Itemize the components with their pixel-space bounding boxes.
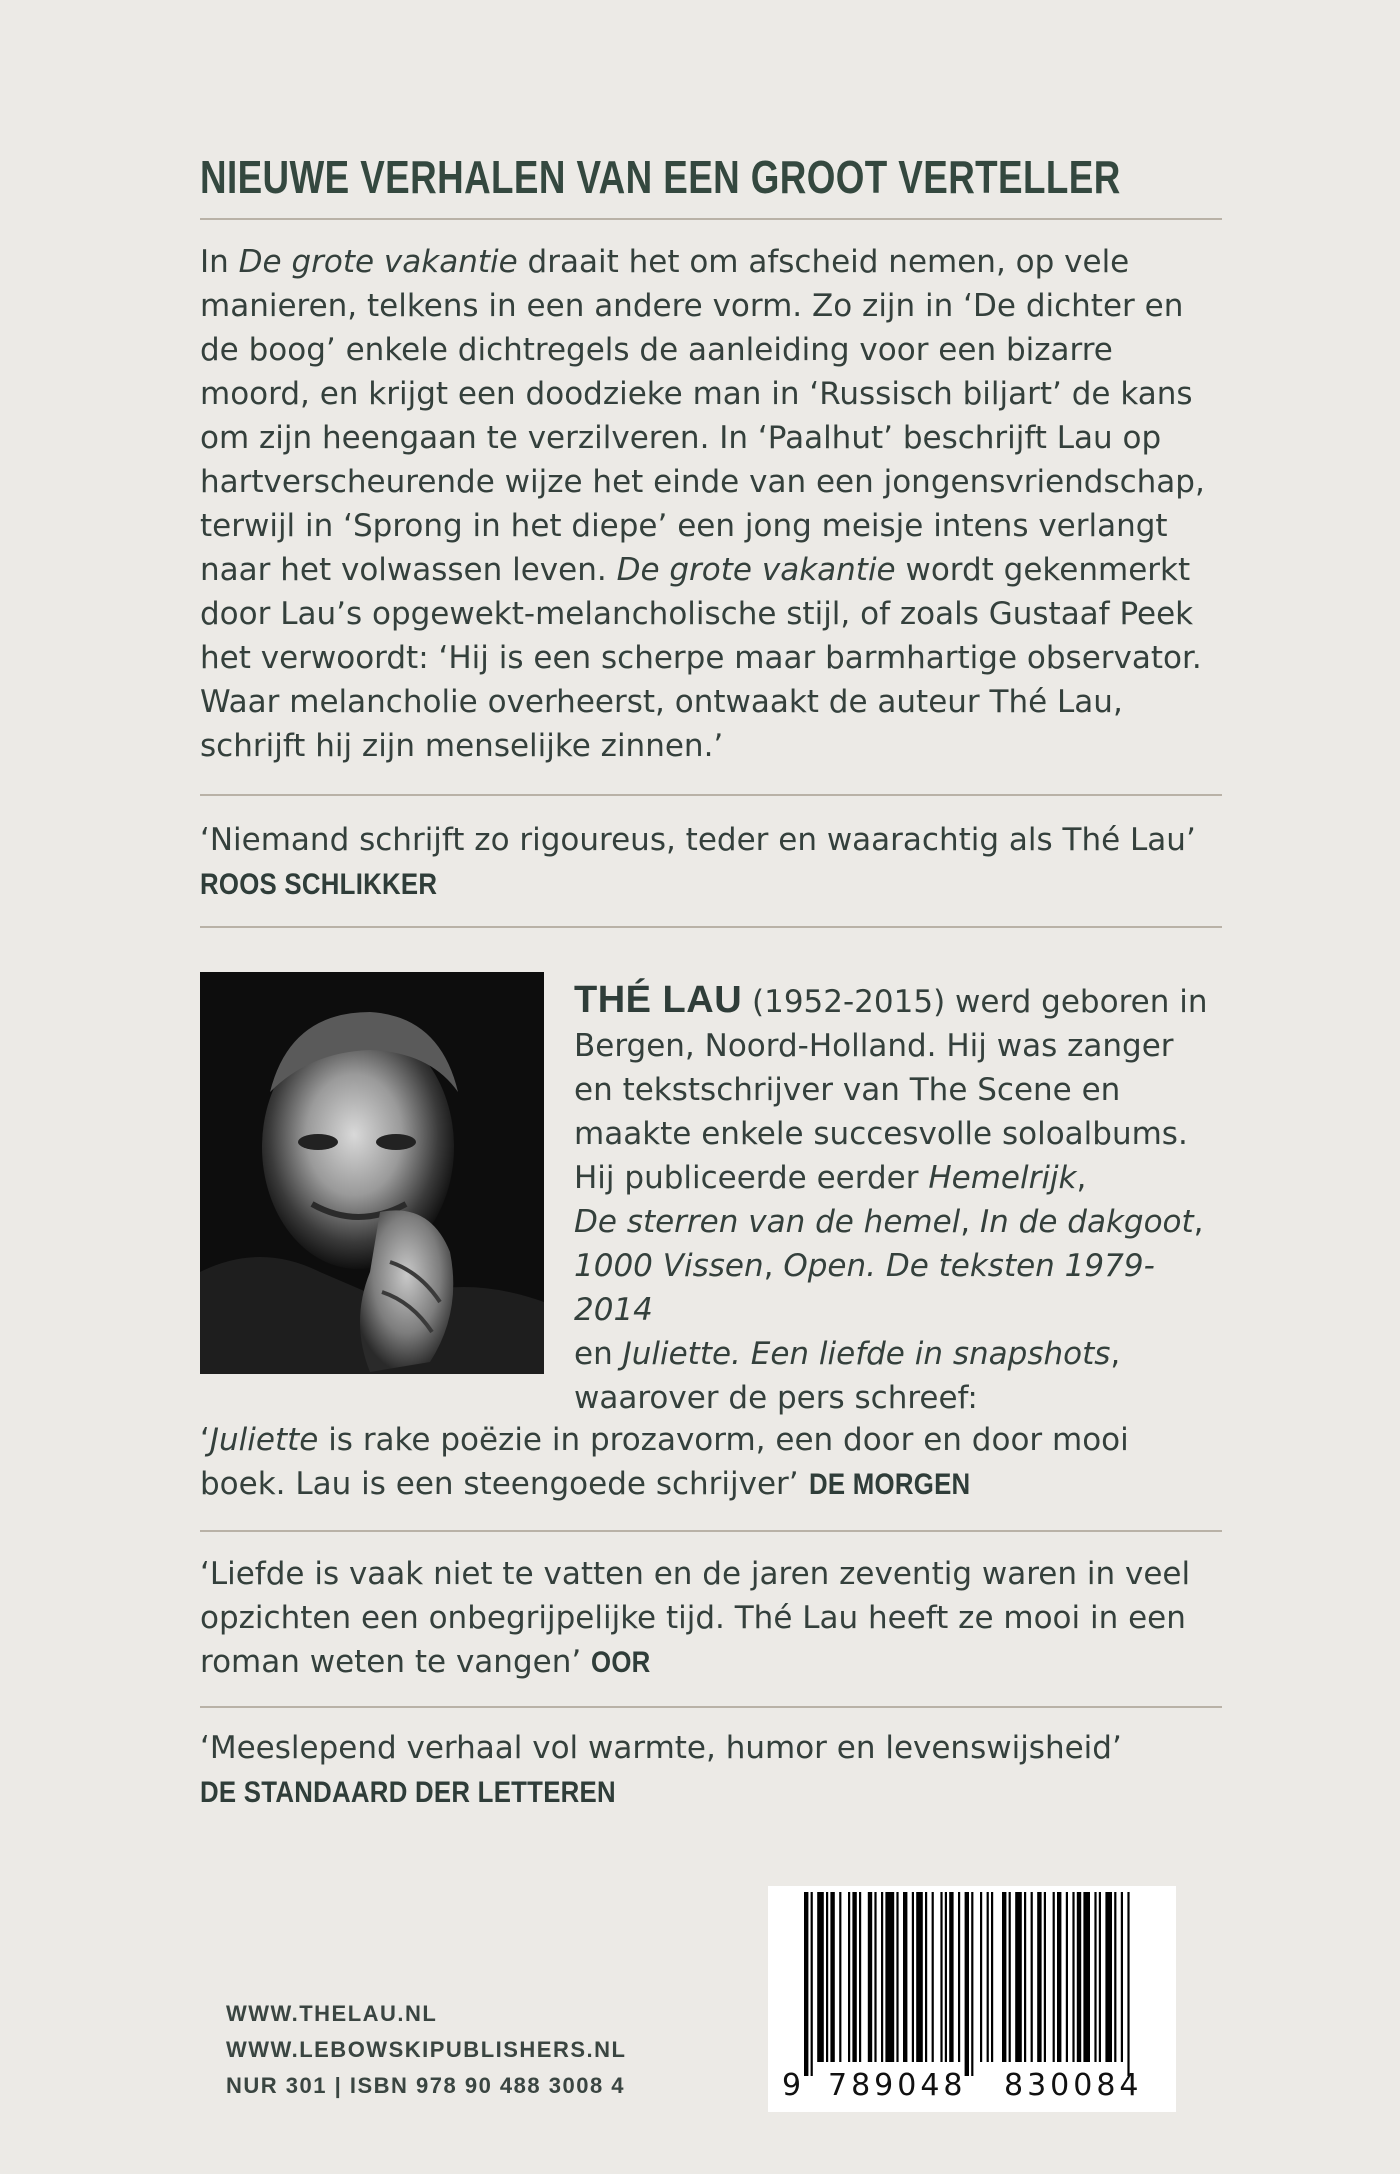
barcode-bar xyxy=(945,1892,947,2062)
author-website: WWW.THELAU.NL xyxy=(226,2001,438,2026)
barcode-bar xyxy=(1066,1892,1068,2062)
quote-mark: ‘ xyxy=(200,1422,210,1458)
divider xyxy=(200,1530,1222,1532)
barcode-bar xyxy=(1077,1892,1081,2062)
barcode-bar xyxy=(1105,1892,1112,2062)
barcode-bar xyxy=(1057,1892,1061,2062)
quote-source: DE STANDAARD DER LETTEREN xyxy=(200,1776,616,1809)
barcode-bar xyxy=(958,1892,960,2062)
quote-source: ROOS SCHLIKKER xyxy=(200,868,438,901)
bio-text: en xyxy=(574,1336,623,1372)
author-portrait-image xyxy=(200,972,544,1374)
barcode-bar xyxy=(1099,1892,1101,2062)
bio-text: (1952-2015) werd geboren in Bergen, Noord-Holland. Hij was zanger en tekstschrijver van The Scene en maakte enkele succesvolle soloalbums. Hij publiceerde eerder xyxy=(574,984,1208,1196)
barcode-bar xyxy=(991,1892,993,2062)
book-title: De sterren van de hemel xyxy=(574,1204,961,1240)
barcode-bar xyxy=(912,1892,914,2062)
bio-text: , xyxy=(763,1248,784,1284)
publisher-info xyxy=(226,1996,626,2104)
barcode-bar xyxy=(916,1892,923,2062)
barcode-bar xyxy=(949,1892,953,2062)
divider xyxy=(200,1706,1222,1708)
barcode-bar xyxy=(1024,1892,1026,2062)
barcode-group-right: 830084 xyxy=(1004,2068,1143,2103)
bio-text: waarover de pers schreef: xyxy=(574,1380,978,1416)
divider xyxy=(200,218,1222,220)
barcode-bar xyxy=(1037,1892,1041,2062)
barcode-bar xyxy=(826,1892,828,2062)
quote-text: is rake poëzie in prozavorm, een door en door mooi boek. Lau is een steengoede schrijver’ xyxy=(200,1422,1129,1502)
barcode-bar xyxy=(940,1892,942,2062)
barcode-bar xyxy=(925,1892,927,2062)
book-title: De grote vakantie xyxy=(616,552,896,588)
barcode-bar xyxy=(817,1892,824,2062)
bio-text: , xyxy=(1076,1160,1087,1196)
barcode-first-digit: 9 xyxy=(782,2068,802,2103)
author-photo xyxy=(200,972,544,1374)
book-title: Juliette xyxy=(209,1422,319,1458)
barcode-bar xyxy=(839,1892,841,2062)
barcode-bar xyxy=(1053,1892,1055,2062)
barcode-bar xyxy=(1094,1892,1096,2062)
bio-text: , xyxy=(960,1204,981,1240)
barcode-bar xyxy=(830,1892,834,2062)
quote-source: OOR xyxy=(591,1646,651,1679)
author-bio xyxy=(574,978,1214,1420)
barcode-bar xyxy=(1114,1892,1116,2062)
review-quote xyxy=(200,818,1222,907)
author-name: THÉ LAU xyxy=(574,979,743,1021)
barcode-bar xyxy=(971,1892,973,2076)
barcode-bar xyxy=(881,1892,883,2062)
quote-text: ‘Meeslepend verhaal vol warmte, humor en levenswijsheid’ xyxy=(200,1730,1122,1766)
barcode-bar xyxy=(1031,1892,1033,2062)
book-title: Open. De teksten 1979-2014 xyxy=(574,1248,1155,1328)
quote-text: ‘Liefde is vaak niet te vatten en de jaren zeventig waren in veel opzichten een onbegrijpelijke tijd. Thé Lau heeft ze mooi in een roman weten te vangen’ xyxy=(200,1556,1191,1680)
barcode-bar xyxy=(1072,1892,1074,2062)
quote-text: ‘Niemand schrijft zo rigoureus, teder en waarachtig als Thé Lau’ xyxy=(200,822,1196,858)
publisher-website: WWW.LEBOWSKIPUBLISHERS.NL xyxy=(226,2037,627,2062)
barcode-bar xyxy=(1044,1892,1046,2062)
barcode-bar xyxy=(848,1892,850,2062)
barcode-bar xyxy=(1009,1892,1011,2062)
barcode-bar xyxy=(932,1892,934,2062)
barcode-bar xyxy=(804,1892,808,2076)
barcode-digits xyxy=(768,2068,1176,2108)
barcode-bar xyxy=(852,1892,856,2062)
barcode-bar xyxy=(874,1892,876,2062)
quote-source: DE MORGEN xyxy=(808,1468,970,1501)
barcode-bar xyxy=(859,1892,861,2062)
book-title: Juliette. Een liefde in snapshots xyxy=(622,1336,1111,1372)
barcode-bar xyxy=(1083,1892,1090,2062)
isbn-barcode xyxy=(768,1886,1176,2112)
blurb-text: wordt gekenmerkt door Lau’s opgewekt-melancholische stijl, of zoals Gustaaf Peek het verwoordt: ‘Hij is een scherpe maar barmhartige observator. Waar melancholie overheerst, ontwaakt de auteur Thé Lau, schrijft hij zijn menselijke zinnen.’ xyxy=(200,552,1202,764)
review-quote xyxy=(200,1552,1222,1685)
bio-text: , xyxy=(1110,1336,1121,1372)
barcode-bar xyxy=(965,1892,969,2076)
book-title: 1000 Vissen xyxy=(574,1248,764,1284)
barcode-bar xyxy=(903,1892,907,2062)
review-quote xyxy=(200,1726,1222,1815)
blurb-text: In xyxy=(200,244,239,280)
barcode-bar xyxy=(868,1892,872,2062)
barcode-bar xyxy=(1002,1892,1006,2062)
barcode-group-left: 789048 xyxy=(828,2068,967,2103)
barcode-bar xyxy=(980,1892,982,2062)
barcode-bar xyxy=(885,1892,894,2062)
book-title: De grote vakantie xyxy=(238,244,518,280)
book-title: In de dakgoot xyxy=(980,1204,1194,1240)
isbn-line: NUR 301 | ISBN 978 90 488 3008 4 xyxy=(226,2073,626,2098)
barcode-bars xyxy=(768,1886,1176,2076)
barcode-bar xyxy=(987,1892,989,2062)
review-quote xyxy=(200,1418,1222,1507)
barcode-bar xyxy=(811,1892,813,2076)
cover-heading: NIEUWE VERHALEN VAN EEN GROOT VERTELLER xyxy=(200,151,1121,203)
blurb-text: draait het om afscheid nemen, op vele manieren, telkens in een andere vorm. Zo zijn in ‘De dichter en de boog’ enkele dichtregels de aanleiding voor een bizarre moord, en krijgt een doodzieke man in ‘Russisch biljart’ de kans om zijn heengaan te verzilveren. In ‘Paalhut’ beschrijft Lau op hartverscheurende wijze het einde van een jongensvriendschap, terwijl in ‘Sprong in het diepe’ een jong meisje intens verlangt naar het volwassen leven. xyxy=(200,244,1205,588)
barcode-bar xyxy=(896,1892,898,2062)
bio-text: , xyxy=(1193,1204,1204,1240)
divider xyxy=(200,794,1222,796)
blurb-paragraph xyxy=(200,240,1222,768)
barcode-bar xyxy=(1121,1892,1123,2062)
barcode-bar xyxy=(1127,1892,1129,2076)
book-title: Hemelrijk xyxy=(928,1160,1077,1196)
divider xyxy=(200,926,1222,928)
barcode-bar xyxy=(1015,1892,1022,2062)
